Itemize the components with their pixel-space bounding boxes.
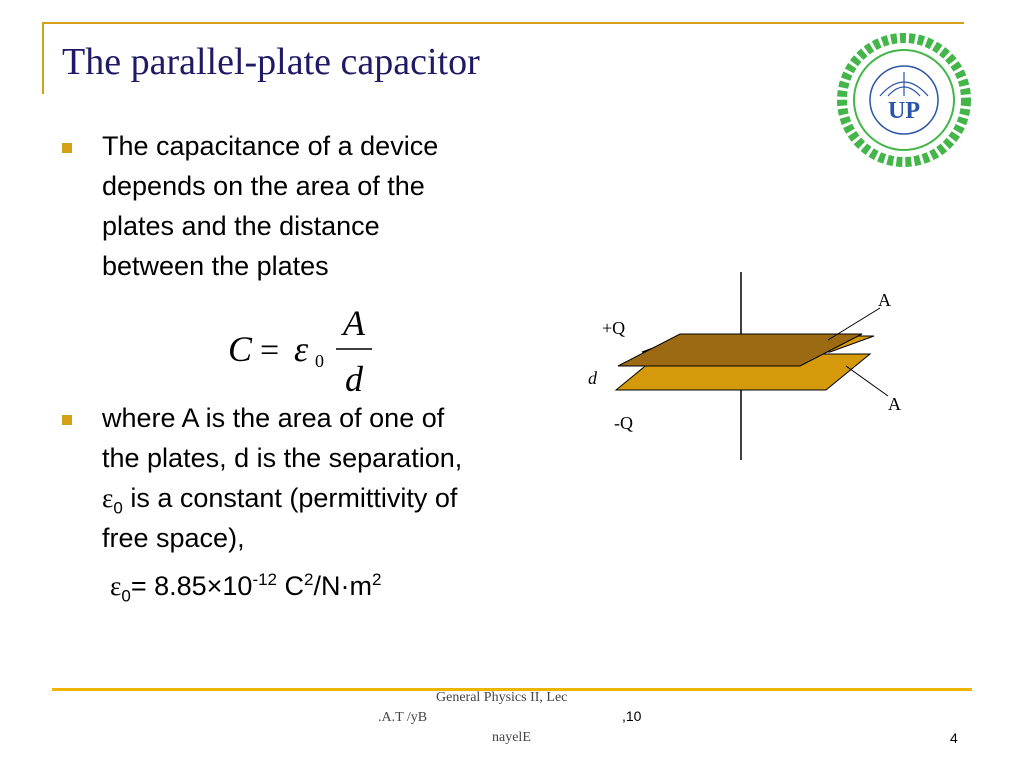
eps-value-mantissa: = 8.85×10 — [130, 571, 253, 601]
eps-unit-m-exponent: 2 — [371, 570, 382, 589]
top-area-label: A — [878, 290, 891, 310]
bullet-1-line-1: The capacitance of a device — [102, 131, 439, 161]
eps-symbol: ε — [110, 571, 122, 601]
separation-label: d — [588, 368, 597, 388]
negative-charge-label: -Q — [614, 413, 633, 433]
equation-denominator: d — [345, 359, 363, 399]
permittivity-value — [110, 570, 381, 606]
bullet-2-line-4: free space), — [102, 523, 245, 553]
bottom-area-pointer — [846, 366, 888, 396]
bullet-2-line-2: the plates, d is the separation, — [102, 443, 463, 473]
footer-author-left: .A.T /yB — [378, 710, 428, 725]
bottom-area-label: A — [888, 394, 901, 414]
eps-subscript: 0 — [121, 586, 131, 606]
bullet-1-line-3: plates and the distance — [102, 211, 380, 241]
globe-icon — [880, 72, 928, 96]
eps-unit-c: C — [277, 571, 305, 601]
footer-author-name: nayelE — [492, 730, 531, 745]
capacitance-equation — [220, 305, 380, 400]
equation-epsilon-subscript: 0 — [315, 351, 324, 371]
bullet-1-line-4: between the plates — [102, 251, 329, 281]
equation-numerator: A — [343, 305, 365, 343]
bullet-2-line-3-text: is a constant (permittivity of — [122, 483, 458, 513]
equation-lhs: C — [228, 329, 253, 369]
eps-unit-c-exponent: 2 — [304, 570, 314, 589]
footer-lecture-number: ,10 — [622, 708, 642, 724]
equation-epsilon: ε — [294, 329, 309, 369]
slide-title: The parallel-plate capacitor — [62, 41, 480, 83]
page-number: 4 — [950, 730, 958, 746]
bullet-marker-2 — [62, 415, 72, 425]
bullet-2-line-1: where A is the area of one of — [102, 403, 445, 433]
footer-course: General Physics II, Lec — [436, 690, 568, 705]
eps-value-exponent: -12 — [252, 570, 278, 589]
positive-charge-label: +Q — [602, 318, 626, 338]
equation-equals: = — [260, 332, 280, 369]
logo-text: UP — [888, 98, 920, 124]
bullet-2-epsilon: ε — [102, 483, 114, 513]
header-frame-left-rule — [42, 22, 44, 94]
bullet-marker-1 — [62, 143, 72, 153]
capacitor-diagram — [570, 268, 930, 468]
eps-unit-nm: /N·m — [313, 571, 372, 601]
bullet-1-line-2: depends on the area of the — [102, 171, 425, 201]
university-logo — [828, 28, 980, 168]
bullet-2-epsilon-subscript: 0 — [113, 498, 123, 518]
header-frame-top-rule — [42, 22, 964, 24]
